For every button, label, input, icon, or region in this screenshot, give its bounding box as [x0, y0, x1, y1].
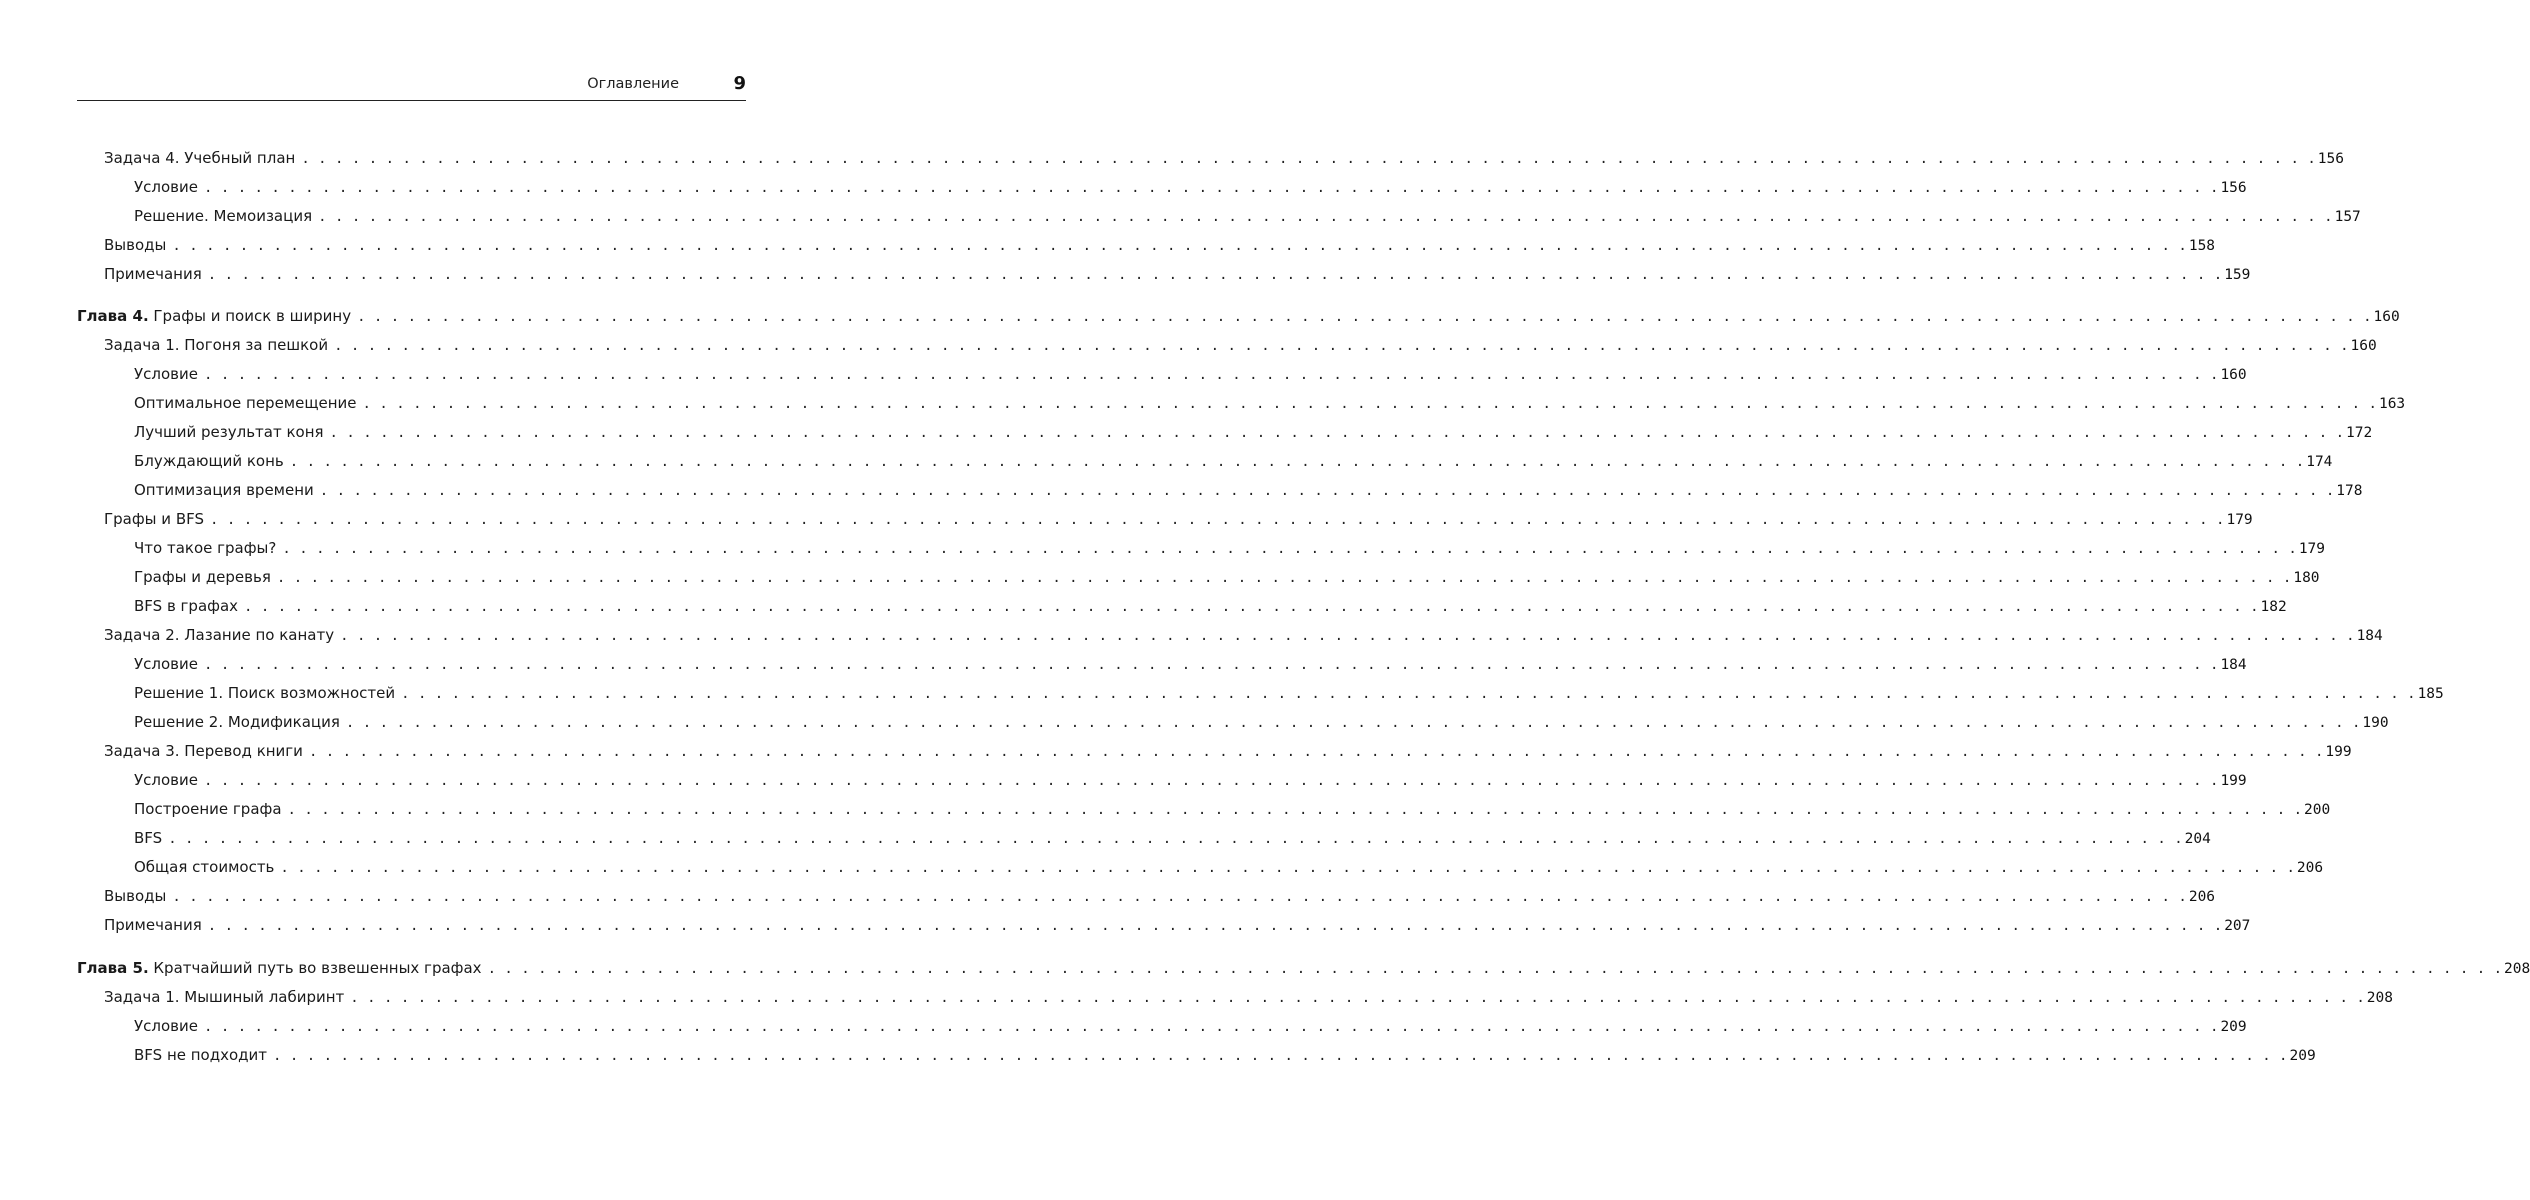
toc-entry	[104, 263, 2251, 285]
toc-entry-title	[134, 1015, 198, 1037]
toc-entry-text: Задача 1. Мышиный лабиринт	[104, 988, 345, 1006]
toc-entry	[104, 624, 2383, 646]
toc-entry	[134, 479, 2363, 501]
dot-leader: . . . . . . . . . . . . . . . . . . . . . . . . . . . . . . . . . . . . . . . . . . . . . . . . . . . . . . . . . . . . . . . . . . . . . . . . . . . . . . . . . . . . . . . . . . . . . . . . . . . . . . . . . . . . . . . . . . . . . . . .	[487, 961, 2503, 977]
toc-entry	[134, 798, 2331, 820]
toc-entry-title	[104, 986, 344, 1008]
toc-entry-title	[134, 392, 357, 414]
toc-entry-title	[104, 334, 328, 356]
dot-leader: . . . . . . . . . . . . . . . . . . . . . . . . . . . . . . . . . . . . . . . . . . . . . . . . . . . . . . . . . . . . . . . . . . . . . . . . . . . . . . . . . . . . . . . . . . . . . . . . . . . . . . . . . . . . . . . . . . . . . . . .	[287, 802, 2303, 818]
toc-entry-page: 199	[2325, 744, 2352, 760]
dot-leader: . . . . . . . . . . . . . . . . . . . . . . . . . . . . . . . . . . . . . . . . . . . . . . . . . . . . . . . . . . . . . . . . . . . . . . . . . . . . . . . . . . . . . . . . . . . . . . . . . . . . . . . . . . . . . . . . . . . . . . . .	[207, 918, 2223, 934]
dot-leader: . . . . . . . . . . . . . . . . . . . . . . . . . . . . . . . . . . . . . . . . . . . . . . . . . . . . . . . . . . . . . . . . . . . . . . . . . . . . . . . . . . . . . . . . . . . . . . . . . . . . . . . . . . . . . . . . . . . . . . . .	[308, 744, 2324, 760]
toc-entry-title	[104, 885, 166, 907]
dot-leader: . . . . . . . . . . . . . . . . . . . . . . . . . . . . . . . . . . . . . . . . . . . . . . . . . . . . . . . . . . . . . . . . . . . . . . . . . . . . . . . . . . . . . . . . . . . . . . . . . . . . . . . . . . . . . . . . . . . . . . . .	[273, 1048, 2288, 1064]
toc-entry-page: 190	[2362, 715, 2389, 731]
toc-entry	[104, 914, 2251, 936]
toc-entry-text: Что такое графы?	[134, 539, 277, 557]
toc-entry	[134, 176, 2247, 198]
toc-entry-title	[104, 147, 295, 169]
toc-entry	[104, 234, 2216, 256]
toc-entry-text: Задача 4. Учебный план	[104, 149, 296, 167]
toc-entry-text: Выводы	[104, 887, 167, 905]
toc-entry-text: Кратчайший путь во взвешенных графах	[148, 959, 482, 977]
toc-entry-page: 172	[2346, 425, 2373, 441]
toc-entry-text: Выводы	[104, 236, 167, 254]
toc-entry-page: 156	[2220, 180, 2247, 196]
toc-entry-title	[134, 537, 276, 559]
toc-chapter-label: Глава 4.	[77, 307, 149, 325]
dot-leader: . . . . . . . . . . . . . . . . . . . . . . . . . . . . . . . . . . . . . . . . . . . . . . . . . . . . . . . . . . . . . . . . . . . . . . . . . . . . . . . . . . . . . . . . . . . . . . . . . . . . . . . . . . . . . . . . . . . . . . . .	[203, 657, 2219, 673]
toc-entry-title	[104, 263, 202, 285]
running-header-title: Оглавление	[587, 76, 679, 92]
toc-entry-page: 163	[2378, 396, 2406, 412]
toc-entry	[134, 537, 2326, 559]
toc-entry	[104, 885, 2216, 907]
toc-entry-page: 207	[2224, 918, 2251, 934]
toc-entry-page: 206	[2188, 889, 2216, 905]
toc-entry-title	[134, 653, 198, 675]
toc-entry-text: Условие	[134, 771, 198, 789]
toc-entry-page: 209	[2289, 1048, 2316, 1064]
toc-entry-text: Условие	[134, 178, 198, 196]
toc-entry	[134, 827, 2211, 849]
toc-entry	[104, 986, 2393, 1008]
toc-entry-text: BFS	[134, 829, 163, 847]
toc-entry-text: Задача 1. Погоня за пешкой	[104, 336, 329, 354]
toc-entry-page: 206	[2296, 860, 2324, 876]
dot-leader: . . . . . . . . . . . . . . . . . . . . . . . . . . . . . . . . . . . . . . . . . . . . . . . . . . . . . . . . . . . . . . . . . . . . . . . . . . . . . . . . . . . . . . . . . . . . . . . . . . . . . . . . . . . . . . . . . . . . . . . .	[210, 512, 2225, 528]
toc-entry	[104, 147, 2344, 169]
toc-entry-page: 159	[2224, 267, 2251, 283]
dot-leader: . . . . . . . . . . . . . . . . . . . . . . . . . . . . . . . . . . . . . . . . . . . . . . . . . . . . . . . . . . . . . . . . . . . . . . . . . . . . . . . . . . . . . . . . . . . . . . . . . . . . . . . . . . . . . . . . . . . . . . . .	[319, 483, 2335, 499]
toc-entry-title	[134, 711, 340, 733]
toc-entry-title	[134, 595, 238, 617]
toc-entry-page: 156	[2317, 151, 2344, 167]
dot-leader: . . . . . . . . . . . . . . . . . . . . . . . . . . . . . . . . . . . . . . . . . . . . . . . . . . . . . . . . . . . . . . . . . . . . . . . . . . . . . . . . . . . . . . . . . . . . . . . . . . . . . . . . . . . . . . . . . . . . . . . .	[318, 209, 2333, 225]
toc-chapter-label: Глава 5.	[77, 959, 149, 977]
toc-entry	[134, 392, 2406, 414]
toc-entry-title	[104, 624, 334, 646]
toc-entry	[134, 682, 2444, 704]
page-header	[77, 74, 746, 101]
toc-entry-page: 200	[2304, 802, 2331, 818]
toc-entry-text: Оптимизация времени	[134, 481, 314, 499]
toc-entry-page: 199	[2220, 773, 2247, 789]
toc-entry-text: Условие	[134, 655, 198, 673]
toc-entry-text: Лучший результат коня	[134, 423, 324, 441]
page-number: 9	[733, 73, 746, 94]
toc-entry-text: Графы и деревья	[134, 568, 271, 586]
toc-chapter-entry	[77, 957, 2530, 979]
toc-entry-page: 180	[2293, 570, 2320, 586]
dot-leader: . . . . . . . . . . . . . . . . . . . . . . . . . . . . . . . . . . . . . . . . . . . . . . . . . . . . . . . . . . . . . . . . . . . . . . . . . . . . . . . . . . . . . . . . . . . . . . . . . . . . . . . . . . . . . . . . . . . . . . . .	[207, 267, 2223, 283]
toc-entry-page: 208	[2504, 961, 2530, 977]
toc-entry-title	[134, 827, 162, 849]
toc-entry-title	[134, 479, 314, 501]
toc-entry-page: 174	[2306, 454, 2333, 470]
toc-entry-page: 208	[2366, 990, 2393, 1006]
toc-entry-text: Решение 2. Модификация	[134, 713, 340, 731]
toc-entry-text: Общая стоимость	[134, 858, 275, 876]
toc-entry-page: 184	[2356, 628, 2383, 644]
toc-entry-title	[134, 856, 274, 878]
toc-entry	[134, 856, 2324, 878]
dot-leader: . . . . . . . . . . . . . . . . . . . . . . . . . . . . . . . . . . . . . . . . . . . . . . . . . . . . . . . . . . . . . . . . . . . . . . . . . . . . . . . . . . . . . . . . . . . . . . . . . . . . . . . . . . . . . . . . . . . . . . . .	[172, 238, 2187, 254]
toc-entry-title	[77, 957, 482, 979]
toc-entry	[134, 205, 2361, 227]
dot-leader: . . . . . . . . . . . . . . . . . . . . . . . . . . . . . . . . . . . . . . . . . . . . . . . . . . . . . . . . . . . . . . . . . . . . . . . . . . . . . . . . . . . . . . . . . . . . . . . . . . . . . . . . . . . . . . . . . . . . . . . .	[329, 425, 2345, 441]
dot-leader: . . . . . . . . . . . . . . . . . . . . . . . . . . . . . . . . . . . . . . . . . . . . . . . . . . . . . . . . . . . . . . . . . . . . . . . . . . . . . . . . . . . . . . . . . . . . . . . . . . . . . . . . . . . . . . . . . . . . . . . .	[362, 396, 2377, 412]
toc-entry-title	[134, 450, 284, 472]
toc-entry-text: Условие	[134, 365, 198, 383]
toc-entry-title	[134, 205, 312, 227]
dot-leader: . . . . . . . . . . . . . . . . . . . . . . . . . . . . . . . . . . . . . . . . . . . . . . . . . . . . . . . . . . . . . . . . . . . . . . . . . . . . . . . . . . . . . . . . . . . . . . . . . . . . . . . . . . . . . . . . . . . . . . . .	[280, 860, 2295, 876]
toc-entry-text: BFS в графах	[134, 597, 239, 615]
toc-entry-page: 160	[2350, 338, 2377, 354]
toc-entry	[104, 334, 2377, 356]
toc-entry-text: Задача 3. Перевод книги	[104, 742, 303, 760]
toc-entry-title	[104, 740, 303, 762]
toc-entry-text: Графы и BFS	[104, 510, 204, 528]
toc-entry-page: 185	[2417, 686, 2444, 702]
toc-entry	[134, 566, 2320, 588]
toc-entry	[134, 450, 2333, 472]
toc-entry-title	[104, 914, 202, 936]
dot-leader: . . . . . . . . . . . . . . . . . . . . . . . . . . . . . . . . . . . . . . . . . . . . . . . . . . . . . . . . . . . . . . . . . . . . . . . . . . . . . . . . . . . . . . . . . . . . . . . . . . . . . . . . . . . . . . . . . . . . . . . .	[203, 1019, 2219, 1035]
toc-entry	[134, 421, 2373, 443]
toc-entry-page: 204	[2184, 831, 2211, 847]
toc-entry	[134, 1015, 2247, 1037]
toc-entry-text: Условие	[134, 1017, 198, 1035]
dot-leader: . . . . . . . . . . . . . . . . . . . . . . . . . . . . . . . . . . . . . . . . . . . . . . . . . . . . . . . . . . . . . . . . . . . . . . . . . . . . . . . . . . . . . . . . . . . . . . . . . . . . . . . . . . . . . . . . . . . . . . . .	[244, 599, 2259, 615]
toc-entry-page: 160	[2373, 309, 2400, 325]
toc-entry-title	[134, 176, 198, 198]
dot-leader: . . . . . . . . . . . . . . . . . . . . . . . . . . . . . . . . . . . . . . . . . . . . . . . . . . . . . . . . . . . . . . . . . . . . . . . . . . . . . . . . . . . . . . . . . . . . . . . . . . . . . . . . . . . . . . . . . . . . . . . .	[357, 309, 2372, 325]
dot-leader: . . . . . . . . . . . . . . . . . . . . . . . . . . . . . . . . . . . . . . . . . . . . . . . . . . . . . . . . . . . . . . . . . . . . . . . . . . . . . . . . . . . . . . . . . . . . . . . . . . . . . . . . . . . . . . . . . . . . . . . .	[282, 541, 2297, 557]
toc-entry-page: 182	[2260, 599, 2287, 615]
toc-entry-text: Оптимальное перемещение	[134, 394, 357, 412]
toc-entry-text: BFS не подходит	[134, 1046, 268, 1064]
toc-entry	[134, 363, 2247, 385]
toc-entry-text: Построение графа	[134, 800, 282, 818]
toc-entry	[104, 740, 2352, 762]
toc-entry-text: Решение. Мемоизация	[134, 207, 313, 225]
toc-entry-title	[134, 682, 395, 704]
toc-entry-text: Примечания	[104, 265, 202, 283]
toc-entry-page: 184	[2220, 657, 2247, 673]
toc-entry-title	[134, 421, 324, 443]
toc-entry-text: Блуждающий конь	[134, 452, 284, 470]
toc-entry-text: Задача 2. Лазание по канату	[104, 626, 335, 644]
toc-entry-page: 178	[2336, 483, 2363, 499]
toc-entry-page: 157	[2334, 209, 2361, 225]
toc-entry-title	[134, 363, 198, 385]
toc-entry	[134, 653, 2247, 675]
dot-leader: . . . . . . . . . . . . . . . . . . . . . . . . . . . . . . . . . . . . . . . . . . . . . . . . . . . . . . . . . . . . . . . . . . . . . . . . . . . . . . . . . . . . . . . . . . . . . . . . . . . . . . . . . . . . . . . . . . . . . . . .	[172, 889, 2187, 905]
toc-entry-text: Примечания	[104, 916, 202, 934]
toc-entry-title	[134, 1044, 267, 1066]
toc-entry-page: 179	[2298, 541, 2326, 557]
toc-entry-title	[134, 798, 282, 820]
dot-leader: . . . . . . . . . . . . . . . . . . . . . . . . . . . . . . . . . . . . . . . . . . . . . . . . . . . . . . . . . . . . . . . . . . . . . . . . . . . . . . . . . . . . . . . . . . . . . . . . . . . . . . . . . . . . . . . . . . . . . . . .	[289, 454, 2305, 470]
toc-entry-page: 158	[2188, 238, 2216, 254]
dot-leader: . . . . . . . . . . . . . . . . . . . . . . . . . . . . . . . . . . . . . . . . . . . . . . . . . . . . . . . . . . . . . . . . . . . . . . . . . . . . . . . . . . . . . . . . . . . . . . . . . . . . . . . . . . . . . . . . . . . . . . . .	[301, 151, 2316, 167]
dot-leader: . . . . . . . . . . . . . . . . . . . . . . . . . . . . . . . . . . . . . . . . . . . . . . . . . . . . . . . . . . . . . . . . . . . . . . . . . . . . . . . . . . . . . . . . . . . . . . . . . . . . . . . . . . . . . . . . . . . . . . . .	[345, 715, 2361, 731]
toc-entry-text: Решение 1. Поиск возможностей	[134, 684, 396, 702]
toc-entry	[134, 1044, 2316, 1066]
toc-entry-title	[77, 305, 351, 327]
dot-leader: . . . . . . . . . . . . . . . . . . . . . . . . . . . . . . . . . . . . . . . . . . . . . . . . . . . . . . . . . . . . . . . . . . . . . . . . . . . . . . . . . . . . . . . . . . . . . . . . . . . . . . . . . . . . . . . . . . . . . . . .	[276, 570, 2292, 586]
dot-leader: . . . . . . . . . . . . . . . . . . . . . . . . . . . . . . . . . . . . . . . . . . . . . . . . . . . . . . . . . . . . . . . . . . . . . . . . . . . . . . . . . . . . . . . . . . . . . . . . . . . . . . . . . . . . . . . . . . . . . . . .	[168, 831, 2183, 847]
toc-entry-title	[134, 566, 271, 588]
dot-leader: . . . . . . . . . . . . . . . . . . . . . . . . . . . . . . . . . . . . . . . . . . . . . . . . . . . . . . . . . . . . . . . . . . . . . . . . . . . . . . . . . . . . . . . . . . . . . . . . . . . . . . . . . . . . . . . . . . . . . . . .	[203, 773, 2219, 789]
toc-entry	[134, 595, 2287, 617]
toc-entry	[134, 711, 2389, 733]
toc-entry	[104, 508, 2253, 530]
dot-leader: . . . . . . . . . . . . . . . . . . . . . . . . . . . . . . . . . . . . . . . . . . . . . . . . . . . . . . . . . . . . . . . . . . . . . . . . . . . . . . . . . . . . . . . . . . . . . . . . . . . . . . . . . . . . . . . . . . . . . . . .	[334, 338, 2349, 354]
toc-entry-title	[104, 508, 204, 530]
dot-leader: . . . . . . . . . . . . . . . . . . . . . . . . . . . . . . . . . . . . . . . . . . . . . . . . . . . . . . . . . . . . . . . . . . . . . . . . . . . . . . . . . . . . . . . . . . . . . . . . . . . . . . . . . . . . . . . . . . . . . . . .	[203, 180, 2219, 196]
toc-entry-text: Графы и поиск в ширину	[148, 307, 352, 325]
toc-entry-title	[134, 769, 198, 791]
dot-leader: . . . . . . . . . . . . . . . . . . . . . . . . . . . . . . . . . . . . . . . . . . . . . . . . . . . . . . . . . . . . . . . . . . . . . . . . . . . . . . . . . . . . . . . . . . . . . . . . . . . . . . . . . . . . . . . . . . . . . . . .	[350, 990, 2365, 1006]
dot-leader: . . . . . . . . . . . . . . . . . . . . . . . . . . . . . . . . . . . . . . . . . . . . . . . . . . . . . . . . . . . . . . . . . . . . . . . . . . . . . . . . . . . . . . . . . . . . . . . . . . . . . . . . . . . . . . . . . . . . . . . .	[340, 628, 2355, 644]
toc-entry	[134, 769, 2247, 791]
toc-entry-page: 160	[2220, 367, 2247, 383]
toc-entry-page: 209	[2220, 1019, 2247, 1035]
toc-entry-page: 179	[2226, 512, 2253, 528]
toc-entry-title	[104, 234, 166, 256]
dot-leader: . . . . . . . . . . . . . . . . . . . . . . . . . . . . . . . . . . . . . . . . . . . . . . . . . . . . . . . . . . . . . . . . . . . . . . . . . . . . . . . . . . . . . . . . . . . . . . . . . . . . . . . . . . . . . . . . . . . . . . . .	[401, 686, 2416, 702]
dot-leader: . . . . . . . . . . . . . . . . . . . . . . . . . . . . . . . . . . . . . . . . . . . . . . . . . . . . . . . . . . . . . . . . . . . . . . . . . . . . . . . . . . . . . . . . . . . . . . . . . . . . . . . . . . . . . . . . . . . . . . . .	[203, 367, 2219, 383]
toc-chapter-entry	[77, 305, 2400, 327]
